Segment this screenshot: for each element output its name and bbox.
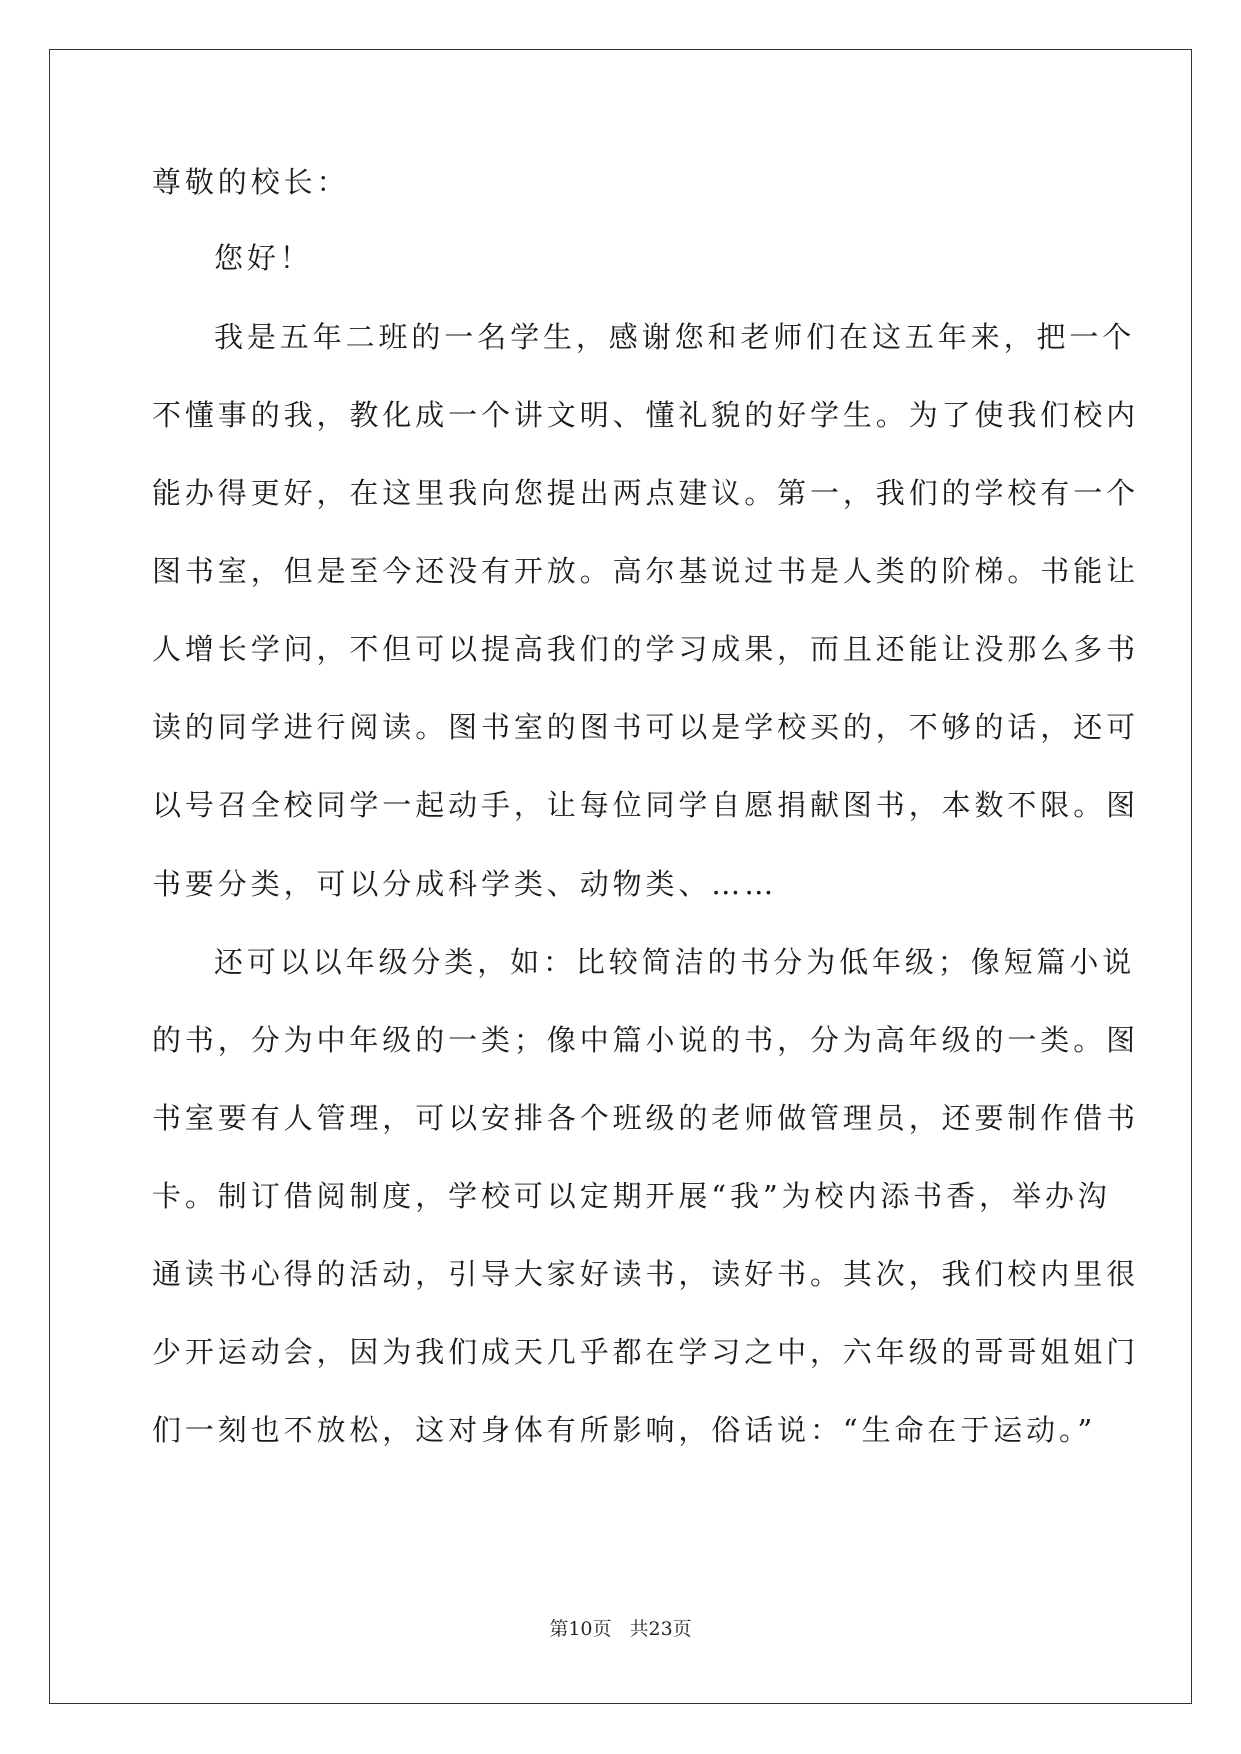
body-line: 们一刻也不放松，这对身体有所影响，俗话说：“生命在于运动。” <box>152 1413 1097 1447</box>
body-line: 还可以以年级分类，如：比较简洁的书分为低年级；像短篇小说 <box>214 945 1136 979</box>
body-line: 通读书心得的活动，引导大家好读书，读好书。其次，我们校内里很 <box>152 1257 1140 1291</box>
body-line: 少开运动会，因为我们成天几乎都在学习之中，六年级的哥哥姐姐门 <box>152 1335 1140 1369</box>
body-line: 图书室，但是至今还没有开放。高尔基说过书是人类的阶梯。书能让 <box>152 554 1140 588</box>
total-pages-label: 共23页 <box>629 1618 692 1640</box>
greeting: 您好！ <box>214 241 313 275</box>
salutation: 尊敬的校长： <box>152 165 350 199</box>
body-line: 卡。制订借阅制度，学校可以定期开展“我”为校内添书香，举办沟 <box>152 1179 1111 1213</box>
body-line: 书室要有人管理，可以安排各个班级的老师做管理员，还要制作借书 <box>152 1101 1140 1135</box>
body-line: 的书，分为中年级的一类；像中篇小说的书，分为高年级的一类。图 <box>152 1023 1140 1057</box>
body-line: 读的同学进行阅读。图书室的图书可以是学校买的，不够的话，还可 <box>152 710 1140 744</box>
body-line: 不懂事的我，教化成一个讲文明、懂礼貌的好学生。为了使我们校内 <box>152 398 1140 432</box>
page-footer <box>0 1617 1241 1641</box>
current-page-label: 第10页 <box>549 1618 612 1640</box>
body-line: 我是五年二班的一名学生，感谢您和老师们在这五年来，把一个 <box>214 320 1136 354</box>
body-line: 书要分类，可以分成科学类、动物类、…… <box>152 867 778 901</box>
body-line: 以号召全校同学一起动手，让每位同学自愿捐献图书，本数不限。图 <box>152 788 1140 822</box>
body-line: 能办得更好，在这里我向您提出两点建议。第一，我们的学校有一个 <box>152 476 1140 510</box>
body-line: 人增长学问，不但可以提高我们的学习成果，而且还能让没那么多书 <box>152 632 1140 666</box>
